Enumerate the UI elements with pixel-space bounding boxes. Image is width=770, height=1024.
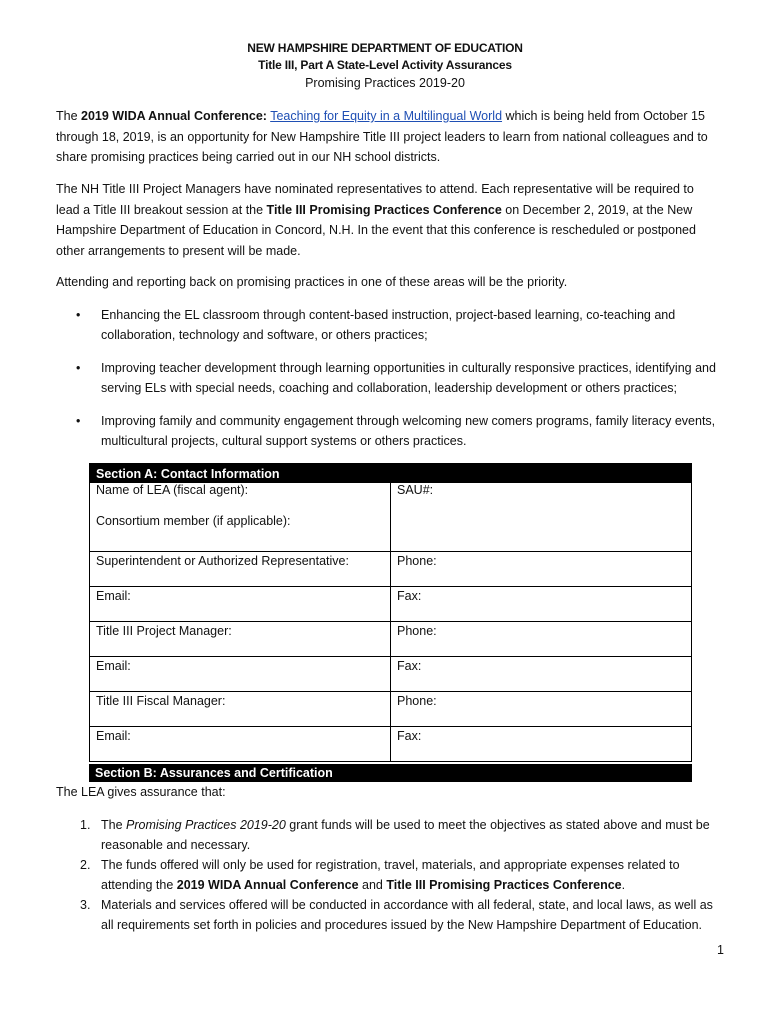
lea-name-field[interactable] xyxy=(90,483,391,552)
section-a-title: Section A: Contact Information xyxy=(96,467,280,481)
superintendent-fax-field[interactable] xyxy=(391,587,692,622)
conference-theme-link[interactable]: Teaching for Equity in a Multilingual World xyxy=(270,109,503,123)
superintendent-email-field[interactable] xyxy=(90,587,391,622)
item-text xyxy=(101,815,726,855)
bullet-text: Improving teacher development through learning opportunities in culturally responsive practices, identifying and serving ELs with special needs, coaching and collaboration, leadership development or others practices; xyxy=(101,361,716,395)
item-pre: The xyxy=(101,818,127,832)
item-text: Materials and services offered will be conducted in accordance with all federal, state, and local laws, as well as all requirements set forth in policies and procedures issued by the New Hampshire Department of Education. xyxy=(101,898,713,932)
header-subtitle: Promising Practices 2019-20 xyxy=(305,76,465,90)
bullet-text: Enhancing the EL classroom through content-based instruction, project-based learning, co-teaching and collaboration, technology and software, or others practices; xyxy=(101,308,676,342)
conference-name: 2019 WIDA Annual Conference: xyxy=(81,109,267,123)
grant-name: Promising Practices 2019-20 xyxy=(126,818,286,832)
email-label: Email: xyxy=(96,729,131,743)
item-post: grant funds will be used to meet the objectives as stated above and must be reasonable and necessary. xyxy=(101,818,710,852)
bullet-text: Improving family and community engagement through welcoming new comers programs, family literacy events, multicultural projects, cultural support systems or others practices. xyxy=(101,414,716,448)
email-label: Email: xyxy=(96,589,131,603)
intro-paragraph-1 xyxy=(56,106,720,168)
intro-paragraph-2 xyxy=(56,179,720,261)
project-manager-fax-field[interactable] xyxy=(391,657,692,692)
item-mid: and xyxy=(358,878,387,892)
fiscal-manager-label: Title III Fiscal Manager: xyxy=(96,694,226,708)
section-b-title: Section B: Assurances and Certification xyxy=(95,766,333,780)
email-label: Email: xyxy=(96,659,131,673)
phone-label: Phone: xyxy=(397,624,437,638)
section-b-header xyxy=(89,764,692,782)
lea-name-label: Name of LEA (fiscal agent): xyxy=(96,483,249,497)
promising-practices-conference: Title III Promising Practices Conference xyxy=(266,202,502,217)
intro-p1-pre: The xyxy=(56,109,82,123)
page-number: 1 xyxy=(717,943,724,957)
fiscal-manager-fax-field[interactable] xyxy=(391,727,692,762)
intro-p1-post: which is being held from October 15 through 18, 2019, is an opportunity for New Hampshire Title III project leaders to learn from national colleagues and to share promising practices being carried out in our NH school districts. xyxy=(56,109,708,164)
sau-label: SAU#: xyxy=(397,483,434,497)
project-manager-field[interactable] xyxy=(90,622,391,657)
sau-field[interactable] xyxy=(391,483,692,552)
item-number: 1. xyxy=(80,818,91,832)
promising-practices-conference: Title III Promising Practices Conference xyxy=(386,878,622,892)
project-manager-email-field[interactable] xyxy=(90,657,391,692)
item-post: . xyxy=(621,878,626,892)
conference-name: 2019 WIDA Annual Conference xyxy=(176,878,359,892)
item-text xyxy=(101,855,726,895)
fax-label: Fax: xyxy=(397,589,422,603)
consortium-label: Consortium member (if applicable): xyxy=(96,514,291,528)
item-number: 3. xyxy=(80,898,91,912)
bullet-icon: • xyxy=(76,308,81,322)
bullet-icon: • xyxy=(76,361,81,375)
fiscal-manager-email-field[interactable] xyxy=(90,727,391,762)
intro-p2-post: on December 2, 2019, at the New Hampshire Department of Education in Concord, N.H. In the event that this conference is rescheduled or postponed other arrangements to present will be made. xyxy=(56,202,696,258)
project-manager-label: Title III Project Manager: xyxy=(96,624,232,638)
header-agency: NEW HAMPSHIRE DEPARTMENT OF EDUCATION xyxy=(247,41,523,55)
fiscal-manager-phone-field[interactable] xyxy=(391,692,692,727)
item-pre: The funds offered will only be used for registration, travel, materials, and appropriate expenses related to attending the xyxy=(101,858,680,892)
item-number: 2. xyxy=(80,858,91,872)
assurance-lead: The LEA gives assurance that: xyxy=(56,785,226,799)
superintendent-field[interactable] xyxy=(90,552,391,587)
fax-label: Fax: xyxy=(397,729,422,743)
superintendent-phone-field[interactable] xyxy=(391,552,692,587)
header-title: Title III, Part A State-Level Activity Assurances xyxy=(258,58,512,72)
section-a-header xyxy=(90,464,692,483)
fax-label: Fax: xyxy=(397,659,422,673)
phone-label: Phone: xyxy=(397,554,437,568)
superintendent-label: Superintendent or Authorized Representative: xyxy=(96,554,349,568)
intro-p2-pre: The NH Title III Project Managers have nominated representatives to attend. Each representative will be required to lead a Title III breakout session at the xyxy=(56,182,694,217)
project-manager-phone-field[interactable] xyxy=(391,622,692,657)
phone-label: Phone: xyxy=(397,694,437,708)
bullet-icon: • xyxy=(76,414,81,428)
contact-information-table xyxy=(89,463,692,762)
intro-paragraph-3: Attending and reporting back on promising practices in one of these areas will be the priority. xyxy=(56,275,568,289)
fiscal-manager-field[interactable] xyxy=(90,692,391,727)
